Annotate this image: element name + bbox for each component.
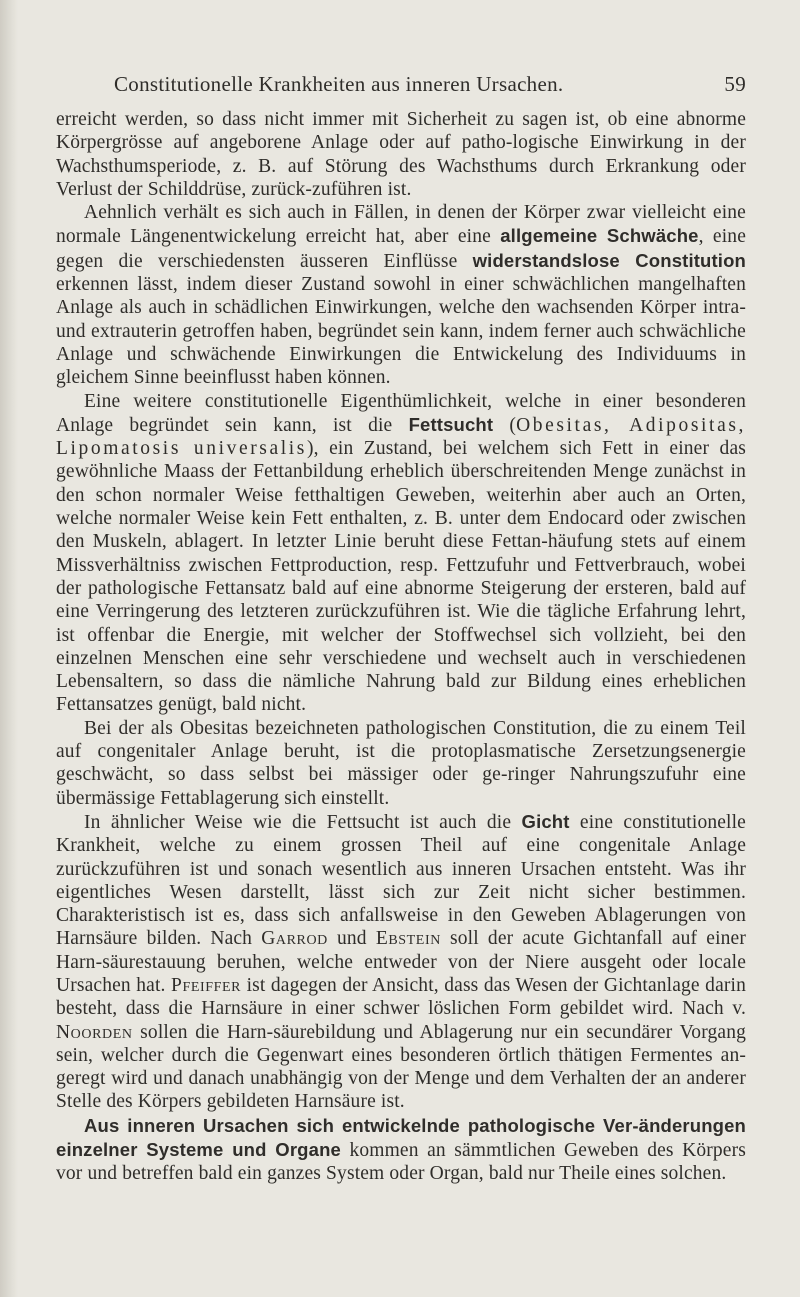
- paragraph: [56, 1114, 746, 1186]
- text-run: erreicht werden, so dass nicht immer mit Sicherheit zu sagen ist, ob eine abnorme Körpergrösse auf angeborene Anlage oder auf patho-logische Einwirkung in der Wachsthumsperiode, z. B. auf Störung des Wachsthums durch Erkrankung oder Verlust der Schilddrüse, zurück-zuführen ist.: [56, 109, 746, 200]
- bold-term: Aus inneren Ursachen sich entwickelnde pathologische Ver-änderungen einzelner Systeme und Organe: [56, 1114, 746, 1161]
- author-name: Garrod: [261, 928, 328, 950]
- bold-term: Fettsucht: [408, 413, 494, 435]
- book-page: [56, 72, 746, 1186]
- author-name: Pfeiffer: [171, 974, 242, 996]
- paragraph: [56, 717, 746, 810]
- text-run: sollen die Harn-säurebildung und Ablagerung nur ein secundärer Vorgang sein, welcher durch die Gegenwart eines besonderen örtlich thätigen Fermentes an-geregt wird und danach unabhängig von der Menge und dem Verhalten der an anderer Stelle des Körpers gebildeten Harnsäure ist.: [56, 1021, 746, 1113]
- author-name: Ebstein: [375, 928, 441, 950]
- text-run: soll der acute Gichtanfall auf einer Harn-säurestauung beruhen, welche entweder von der Niere ausgeht oder locale Ursachen hat.: [56, 928, 746, 996]
- text-run: In ähnlicher Weise wie die Fettsucht ist auch die: [84, 811, 522, 833]
- text-run: kommen an sämmtlichen Geweben des Körpers vor und betreffen bald ein ganzes System oder Organ, bald nur Theile eines solchen.: [56, 1140, 746, 1185]
- text-run: Bei der als Obesitas bezeichneten pathologischen Constitution, die zu einem Teil auf congenitaler Anlage beruht, ist die protoplasmatische Zersetzungsenergie geschwächt, so dass selbst bei mässiger oder ge-ringer Nahrungszufuhr eine übermässige Fettablagerung sich einstellt.: [56, 717, 746, 809]
- bold-term: Gicht: [521, 810, 570, 832]
- page-binding-shadow: [0, 0, 18, 1297]
- text-run: und: [327, 928, 376, 950]
- running-title: Constitutionelle Krankheiten aus inneren Ursachen.: [114, 72, 564, 96]
- spaced-term: Obesitas, Adipositas, Lipomatosis universalis: [56, 414, 746, 460]
- text-run: ), ein Zustand, bei welchem sich Fett in einer das gewöhnliche Maass der Fettanbildung erheblich überschreitenden Menge zunächst in den schon normaler Weise fetthaltigen Geweben, weiterhin aber auch an Orten, welche normaler Weise kein Fett enthalten, z. B. unter dem Endocard oder zwischen den Muskeln, ablagert. In letzter Linie beruht diese Fettan-häufung stets auf einem Missverhältniss zwischen Fettproduction, resp. Fettzufuhr und Fettverbrauch, wobei der pathologische Fettansatz bald auf eine abnorme Steigerung der ersteren, bald auf eine Verringerung des letzteren zurückzuführen ist. Wie die tägliche Erfahrung lehrt, ist offenbar die Energie, mit welcher der Stoffwechsel sich vollzieht, bei den einzelnen Menschen eine sehr verschiedene und wechselt auch in verschiedenen Lebensaltern, so dass die nämliche Nahrung bald zur Bildung eines erheblichen Fettansatzes genügt, bald nicht.: [56, 438, 746, 716]
- bold-term: widerstandslose Constitution: [472, 249, 746, 271]
- text-run: eine constitutionelle Krankheit, welche zu einem grossen Theil auf eine congenitale Anlage zurückzuführen ist und sonach wesentlich aus inneren Ursachen entsteht. Was ihr eigentliches Wesen darstellt, lässt sich zur Zeit nicht sicher bestimmen. Charakteristisch ist es, dass sich anfallsweise in den Geweben Ablagerungen von Harnsäure bilden. Nach: [56, 811, 746, 950]
- paragraph: [56, 810, 746, 1114]
- text-run: , eine gegen die verschiedensten äusseren Einflüsse: [56, 226, 746, 272]
- text-run: Eine weitere constitutionelle Eigenthümlichkeit, welche in einer besonderen Anlage begründet sein kann, ist die: [56, 390, 746, 436]
- text-run: (: [493, 414, 517, 436]
- running-header: [56, 72, 746, 108]
- paragraph: [56, 390, 746, 717]
- author-name: Noorden: [56, 1021, 133, 1043]
- bold-term: allgemeine Schwäche: [500, 225, 699, 247]
- paragraph: [56, 108, 746, 201]
- text-run: ist dagegen der Ansicht, dass das Wesen der Gichtanlage darin besteht, dass die Harnsäure in einer schwer löslichen Form gebildet wird. Nach v.: [56, 974, 746, 1020]
- text-run: Aehnlich verhält es sich auch in Fällen, in denen der Körper zwar vielleicht eine normale Längenentwickelung erreicht hat, aber eine: [56, 202, 746, 248]
- page-number: 59: [724, 72, 746, 96]
- body-text: [56, 108, 746, 1186]
- text-run: erkennen lässt, indem dieser Zustand sowohl in einer schwächlichen mangelhaften Anlage als auch in schädlichen Einwirkungen, welche den wachsenden Körper intra- und extrauterin getroffen haben, begründet sein kann, indem ferner auch schwächliche Anlage und schwächende Einwirkungen die Entwickelung des Individuums in gleichem Sinne beeinflusst haben können.: [56, 274, 746, 389]
- paragraph: [56, 201, 746, 389]
